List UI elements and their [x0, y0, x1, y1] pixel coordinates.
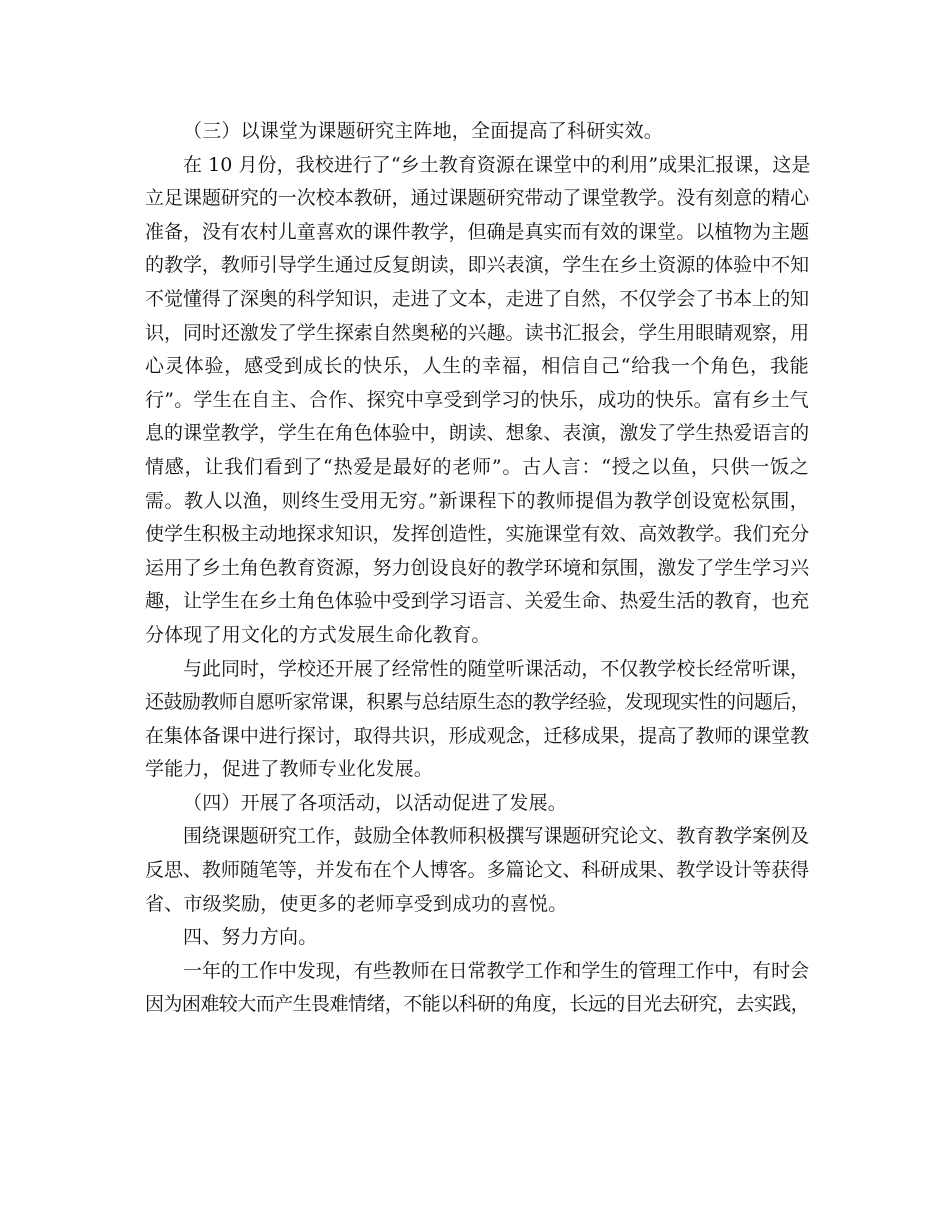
text-line: 趣，让学生在乡土角色体验中受到学习语言、关爱生命、热爱生活的教育，也充 [145, 590, 809, 613]
text-line: 情感，让我们看到了“热爱是最好的老师”。古人言：“授之以鱼，只供一饭之 [145, 455, 809, 478]
text-line: （三）以课堂为课题研究主阵地，全面提高了科研实效。 [183, 120, 664, 142]
text-line: 因为困难较大而产生畏难情绪，不能以科研的角度，长远的目光去研究，去实践， [145, 993, 810, 1016]
text-line: 需。教人以渔，则终生受用无穷。”新课程下的教师提倡为教学创设宽松氛围， [145, 489, 809, 512]
text-line: 使学生积极主动地探求知识，发挥创造性，实施课堂有效、高效教学。我们充分 [145, 523, 809, 546]
text-line: 准备，没有农村儿童喜欢的课件教学，但确是真实而有效的课堂。以植物为主题 [145, 220, 809, 243]
text-line: 识，同时还激发了学生探索自然奥秘的兴趣。读书汇报会，学生用眼睛观察，用 [145, 321, 809, 344]
text-line: 学能力，促进了教师专业化发展。 [145, 758, 434, 781]
text-line: 不觉懂得了深奥的科学知识，走进了文本，走进了自然，不仅学会了书本上的知 [145, 287, 809, 310]
text-line: 在 10 月份，我校进行了“乡土教育资源在课堂中的利用”成果汇报课，这是 [183, 153, 811, 176]
text-line: 在集体备课中进行探讨，取得共识，形成观念，迁移成果，提高了教师的课堂教 [145, 724, 809, 747]
text-line: 立足课题研究的一次校本教研，通过课题研究带动了课堂教学。没有刻意的精心 [145, 187, 809, 210]
text-line: 反思、教师随笔等，并发布在个人博客。多篇论文、科研成果、教学设计等获得 [145, 859, 809, 882]
text-line: 分体现了用文化的方式发展生命化教育。 [145, 623, 491, 646]
text-line: 心灵体验，感受到成长的快乐，人生的幸福，相信自己“给我一个角色，我能 [145, 355, 809, 378]
text-line: 一年的工作中发现，有些教师在日常教学工作和学生的管理工作中，有时会 [183, 959, 809, 982]
text-line: 还鼓励教师自愿听家常课，积累与总结原生态的教学经验，发现现实性的问题后， [145, 691, 810, 714]
text-line: 运用了乡土角色教育资源，努力创设良好的教学环境和氛围，激发了学生学习兴 [145, 556, 809, 579]
document-body [145, 115, 809, 1022]
text-line: （四）开展了各项活动，以活动促进了发展。 [183, 791, 568, 814]
text-line: 息的课堂教学，学生在角色体验中，朗读、想象、表演，激发了学生热爱语言的 [145, 422, 809, 445]
text-line: 行”。学生在自主、合作、探究中享受到学习的快乐，成功的快乐。富有乡土气 [145, 388, 809, 411]
text-line: 的教学，教师引导学生通过反复朗读，即兴表演，学生在乡土资源的体验中不知 [145, 254, 809, 277]
text-line: 围绕课题研究工作，鼓励全体教师积极撰写课题研究论文、教育教学案例及 [183, 825, 809, 848]
text-line: 与此同时，学校还开展了经常性的随堂听课活动，不仅教学校长经常听课， [183, 657, 809, 680]
text-line: 四、努力方向。 [183, 926, 318, 949]
text-line: 省、市级奖励，使更多的老师享受到成功的喜悦。 [145, 892, 568, 915]
